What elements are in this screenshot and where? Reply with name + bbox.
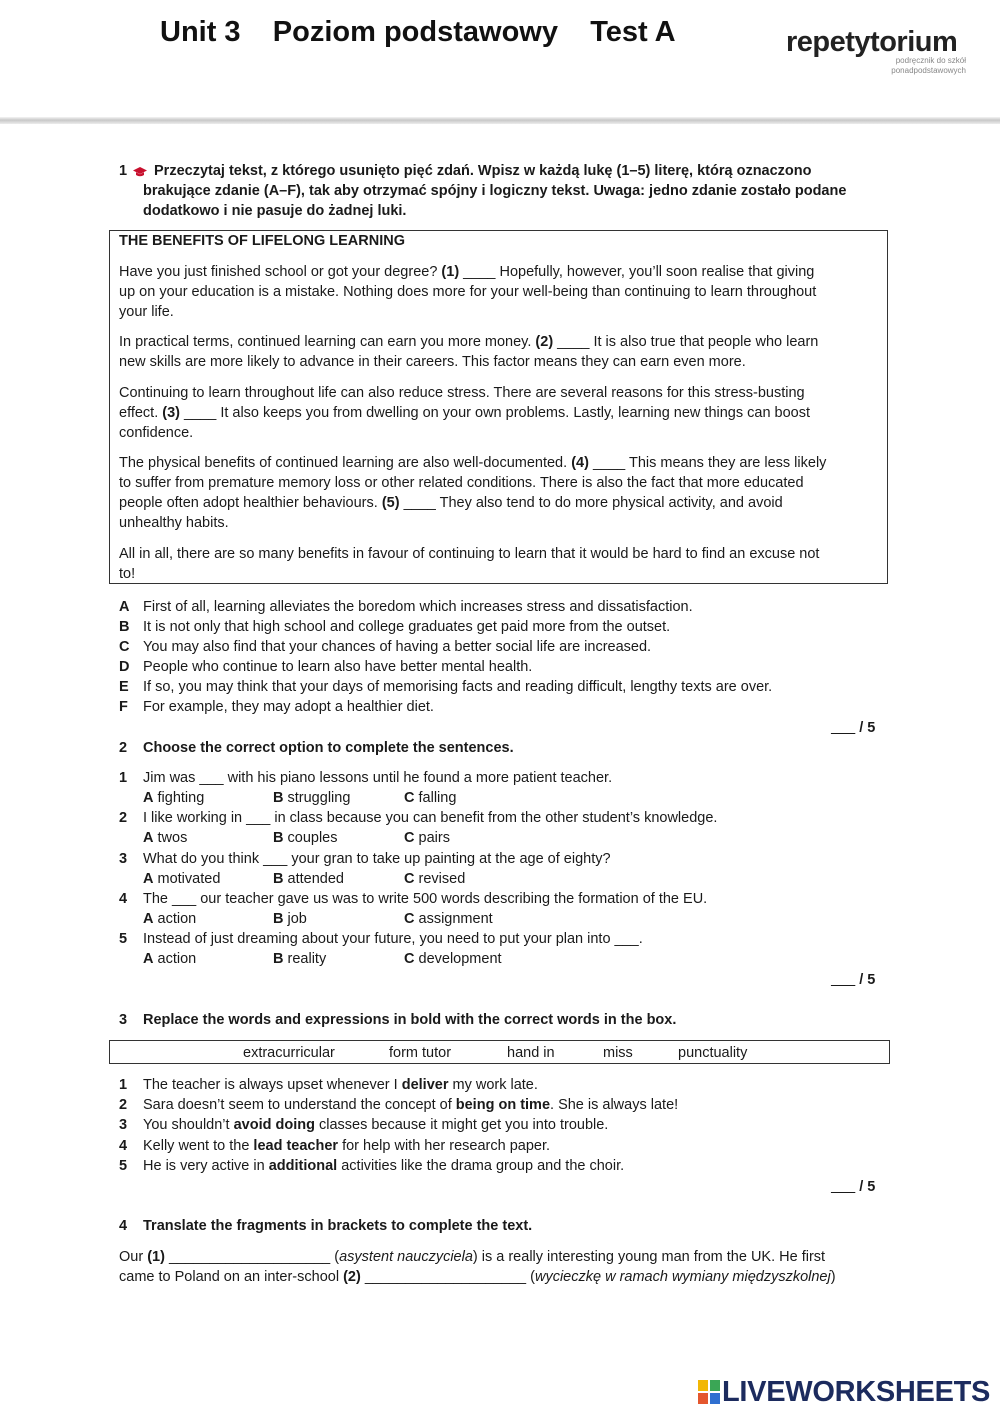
- task-1-score[interactable]: ___ / 5: [831, 720, 876, 736]
- option-b[interactable]: B reality: [273, 951, 327, 967]
- word-bank-item: extracurricular: [243, 1045, 335, 1061]
- header-divider: [0, 117, 1000, 124]
- task-2-number: 2: [119, 740, 128, 756]
- liveworksheets-logo[interactable]: LIVEWORKSHEETS: [722, 1376, 991, 1408]
- task-3-number: 3: [119, 1012, 128, 1028]
- word-bank-box: [109, 1040, 890, 1064]
- task-1-instruction-line-2: brakujące zdanie (A–F), tak aby otrzymać spójny i logiczny tekst. Uwaga: jedno zdanie zostało podane: [143, 183, 847, 199]
- option-b[interactable]: B struggling: [273, 790, 351, 806]
- option-a[interactable]: A action: [143, 911, 197, 927]
- paragraph-1: Have you just finished school or got your degree? (1) ____ Hopefully, however, you’ll soon realise that giving up on your education is a mistake. Nothing does more for your well-being than continuing to learn throughout your life.: [119, 264, 817, 320]
- liveworksheets-icon: [698, 1380, 720, 1404]
- task-2-score[interactable]: ___ / 5: [831, 972, 876, 988]
- option-b[interactable]: B job: [273, 911, 307, 927]
- option-a[interactable]: A action: [143, 951, 197, 967]
- option-c[interactable]: C pairs: [404, 830, 450, 846]
- option-a[interactable]: A fighting: [143, 790, 205, 806]
- option-a[interactable]: A motivated: [143, 871, 221, 887]
- word-bank-item: punctuality: [678, 1045, 748, 1061]
- task-2-instruction: Choose the correct option to complete the sentences.: [143, 740, 514, 756]
- brand-subtitle-2: ponadpodstawowych: [891, 66, 966, 75]
- reading-text-title: THE BENEFITS OF LIFELONG LEARNING: [119, 233, 405, 249]
- option-c[interactable]: C assignment: [404, 911, 493, 927]
- translation-line-2: came to Poland on an inter-school (2) ____________________ (wycieczkę w ramach wymiany międzyszkolnej): [119, 1269, 836, 1285]
- option-a[interactable]: A twos: [143, 830, 188, 846]
- option-c[interactable]: C revised: [404, 871, 466, 887]
- word-bank-item: miss: [603, 1045, 633, 1061]
- option-b[interactable]: B attended: [273, 871, 344, 887]
- paragraph-5: All in all, there are so many benefits in favour of continuing to learn that it would be hard to find an excuse not to!: [119, 546, 820, 582]
- task-1-instruction-line-1: Przeczytaj tekst, z którego usunięto pięć zdań. Wpisz w każdą lukę (1–5) literę, którą oznaczono: [154, 163, 812, 179]
- task-1-instruction-line-3: dodatkowo i nie pasuje do żadnej luki.: [143, 203, 407, 219]
- option-c[interactable]: C falling: [404, 790, 457, 806]
- task-3-instruction: Replace the words and expressions in bold with the correct words in the box.: [143, 1012, 677, 1028]
- task-1-number: 1: [119, 163, 128, 179]
- page-title: Unit 3 Poziom podstawowy Test A: [160, 16, 676, 48]
- paragraph-2: In practical terms, continued learning can earn you more money. (2) ____ It is also true that people who learn new skills are more likely to advance in their careers. This factor means they can earn even more.: [119, 334, 819, 370]
- word-bank-item: form tutor: [389, 1045, 452, 1061]
- option-b[interactable]: B couples: [273, 830, 338, 846]
- paragraph-3: Continuing to learn throughout life can also reduce stress. There are several reasons for this stress-busting effect. (3) ____ It also keeps you from dwelling on your own problems. Lastly, learning new things can boost confidence.: [119, 385, 811, 441]
- paragraph-4: The physical benefits of continued learning are also well-documented. (4) ____ This means they are less likely to suffer from premature memory loss or other related conditions. There is also the fact that more educated people often adopt healthier behaviours. (5) ____ They also tend to do more physical activity, and avoid unhealthy habits.: [119, 455, 827, 531]
- task-3-score[interactable]: ___ / 5: [831, 1179, 876, 1195]
- word-bank-item: hand in: [507, 1045, 555, 1061]
- brand-logo: repetytorium: [786, 26, 958, 58]
- translation-line-1: Our (1) ____________________ (asystent nauczyciela) is a really interesting young man from the UK. He first: [119, 1249, 826, 1265]
- brand-subtitle-1: podręcznik do szkół: [895, 56, 966, 65]
- task-4-instruction: Translate the fragments in brackets to complete the text.: [143, 1218, 533, 1234]
- option-c[interactable]: C development: [404, 951, 502, 967]
- task-4-number: 4: [119, 1218, 128, 1234]
